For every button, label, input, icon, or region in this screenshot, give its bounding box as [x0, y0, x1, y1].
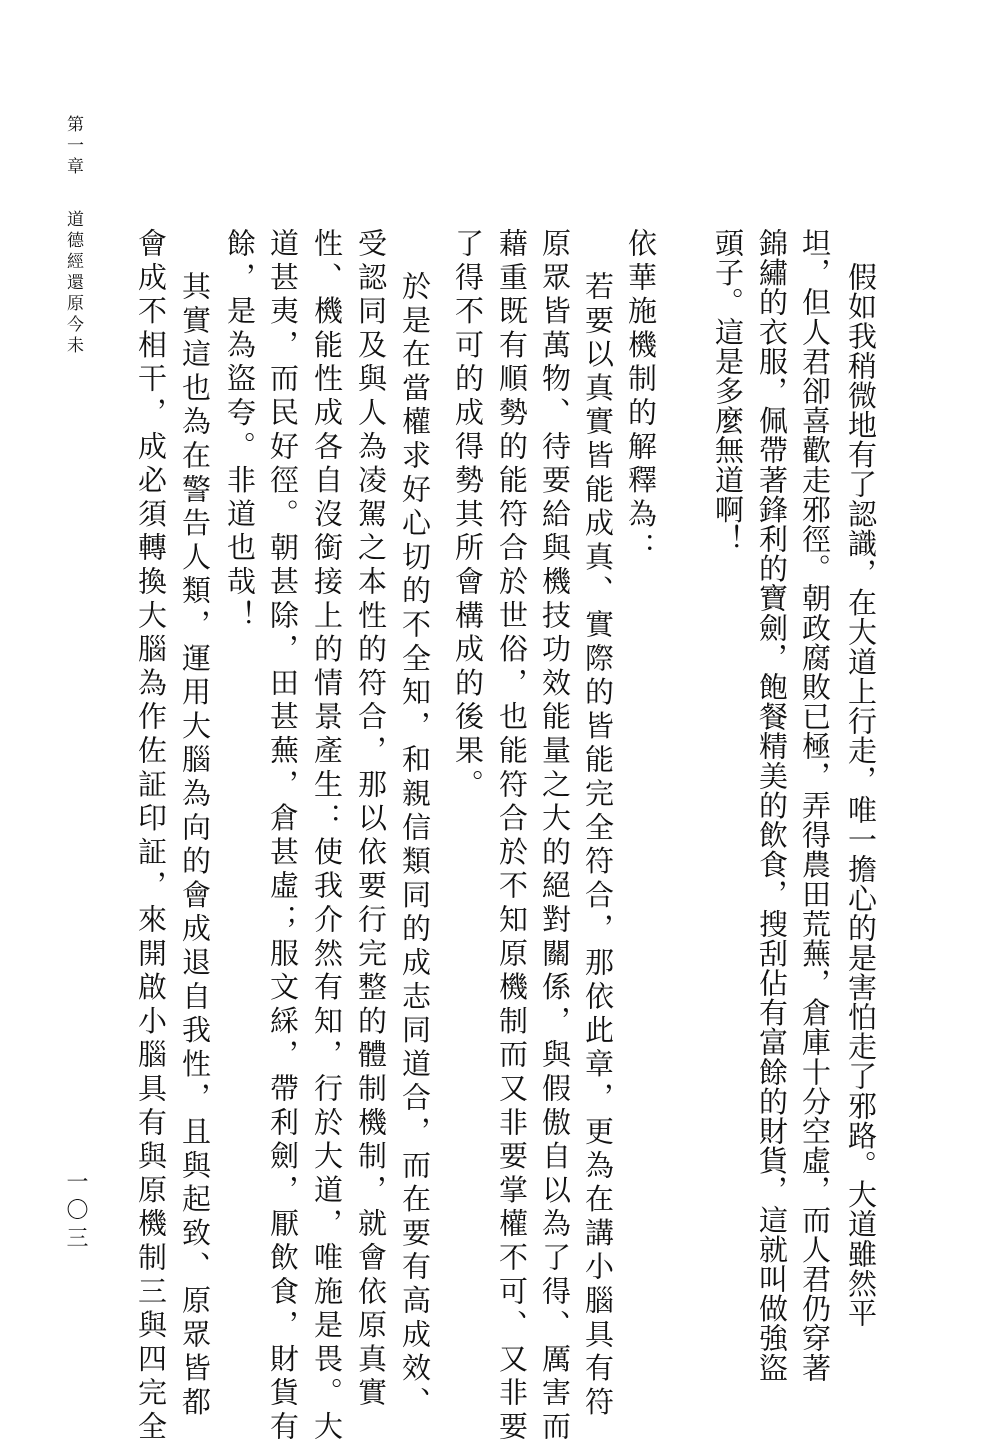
body-line: 性、機能性成各自沒銜接上的情景產生：使我介然有知，行於大道，唯施是畏。大 — [310, 228, 344, 1445]
quote-line: 假如我稍微地有了認識，在大道上行走，唯一擔心的是害怕走了邪路。大道雖然平 — [844, 262, 878, 1328]
quote-line: 頭子。這是多麼無道啊！ — [711, 228, 745, 554]
body-line: 原眾皆萬物、待要給與機技功效能量之大的絕對關係，與假傲自以為了得、厲害而 — [538, 228, 572, 1445]
body-line: 受認同及與人為凌駕之本性的符合，那以依要行完整的體制機制，就會依原真實 — [354, 228, 388, 1411]
running-head-chapter: 第一章 — [63, 115, 83, 178]
body-line: 藉重既有順勢的能符合於世俗，也能符合於不知原機制而又非要掌權不可、又非要 — [495, 228, 529, 1445]
body-line: 會成不相干，成必須轉換大腦為作佐証印証，來開啟小腦具有與原機制三與四完全 — [134, 228, 168, 1445]
body-line: 於是在當權求好心切的不全知，和親信類同的成志同道合，而在要有高成效、 — [398, 271, 432, 1421]
quote-line: 坦，但人君卻喜歡走邪徑。朝政腐敗已極，弄得農田荒蕪，倉庫十分空虛，而人君仍穿著 — [798, 228, 832, 1383]
page-number: 一〇三 — [63, 1170, 88, 1254]
body-line: 若要以真實皆能成真、實際的皆能完全符合，那依此章，更為在講小腦具有符 — [581, 271, 615, 1421]
section-heading: 依華施機制的解釋為： — [624, 228, 658, 566]
body-line: 了得不可的成得勢其所會構成的後果。 — [451, 228, 485, 803]
body-line: 餘，是為盜夸。非道也哉！ — [223, 228, 257, 634]
quote-line: 錦繡的衣服，佩帶著鋒利的寶劍，飽餐精美的飲食，搜刮佔有富餘的財貨，這就叫做強盜 — [755, 228, 789, 1383]
running-head-book-title: 道德經還原今未 — [63, 210, 83, 357]
body-line: 道甚夷，而民好徑。朝甚除，田甚蕪，倉甚虛；服文綵，帶利劍，厭飲食，財貨有 — [266, 228, 300, 1445]
body-line: 其實這也為在警告人類，運用大腦為向的會成退自我性，且與起致、原眾皆都 — [178, 271, 212, 1421]
